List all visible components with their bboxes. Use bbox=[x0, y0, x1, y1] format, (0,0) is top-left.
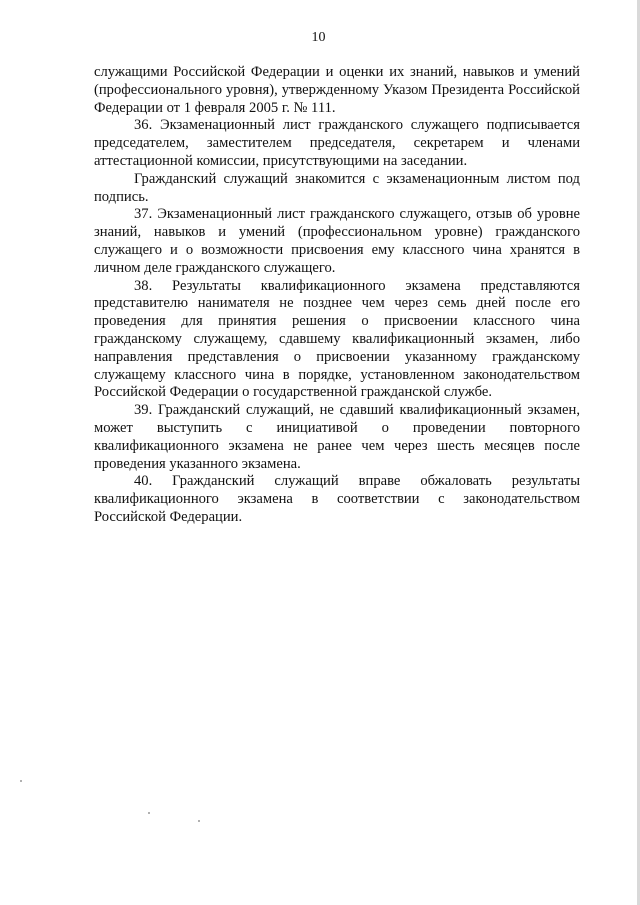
page-number: 10 bbox=[311, 30, 326, 45]
document-body bbox=[94, 64, 580, 527]
paragraph-39: 39. Гражданский служащий, не сдавший квалификационный экзамен, может выступить с инициативой о проведении повторного квалификационного экзамена не ранее чем через шесть месяцев после проведения указанного экзамена. bbox=[94, 402, 580, 472]
scan-speck bbox=[148, 812, 150, 814]
scan-speck bbox=[198, 820, 200, 822]
paragraph-37: 37. Экзаменационный лист гражданского служащего, отзыв об уровне знаний, навыков и умений (профессиональном уровне) гражданского служащего и о возможности присвоения ему классного чина хранятся в личном деле гражданского служащего. bbox=[94, 206, 580, 276]
scan-speck bbox=[20, 780, 22, 782]
paragraph-continuation: служащими Российской Федерации и оценки их знаний, навыков и умений (профессионального уровня), утвержденному Указом Президента Российской Федерации от 1 февраля 2005 г. № 111. bbox=[94, 64, 580, 116]
paragraph-signature: Гражданский служащий знакомится с экзаменационным листом под подпись. bbox=[94, 170, 580, 205]
paragraph-38: 38. Результаты квалификационного экзамена представляются представителю нанимателя не позднее чем через семь дней после его проведения для принятия решения о присвоении классного чина гражданскому служащему, сдавшему квалификационный экзамен, либо направления представления о присвоении указанному гражданскому служащему классного чина в порядке, установленном законодательством Российской Федерации о государственной гражданской службе. bbox=[94, 277, 580, 401]
paragraph-40: 40. Гражданский служащий вправе обжаловать результаты квалификационного экзамена в соответствии с законодательством Российской Федерации. bbox=[94, 473, 580, 525]
paragraph-36: 36. Экзаменационный лист гражданского служащего подписывается председателем, заместителем председателя, секретарем и членами аттестационной комиссии, присутствующими на заседании. bbox=[94, 117, 580, 169]
